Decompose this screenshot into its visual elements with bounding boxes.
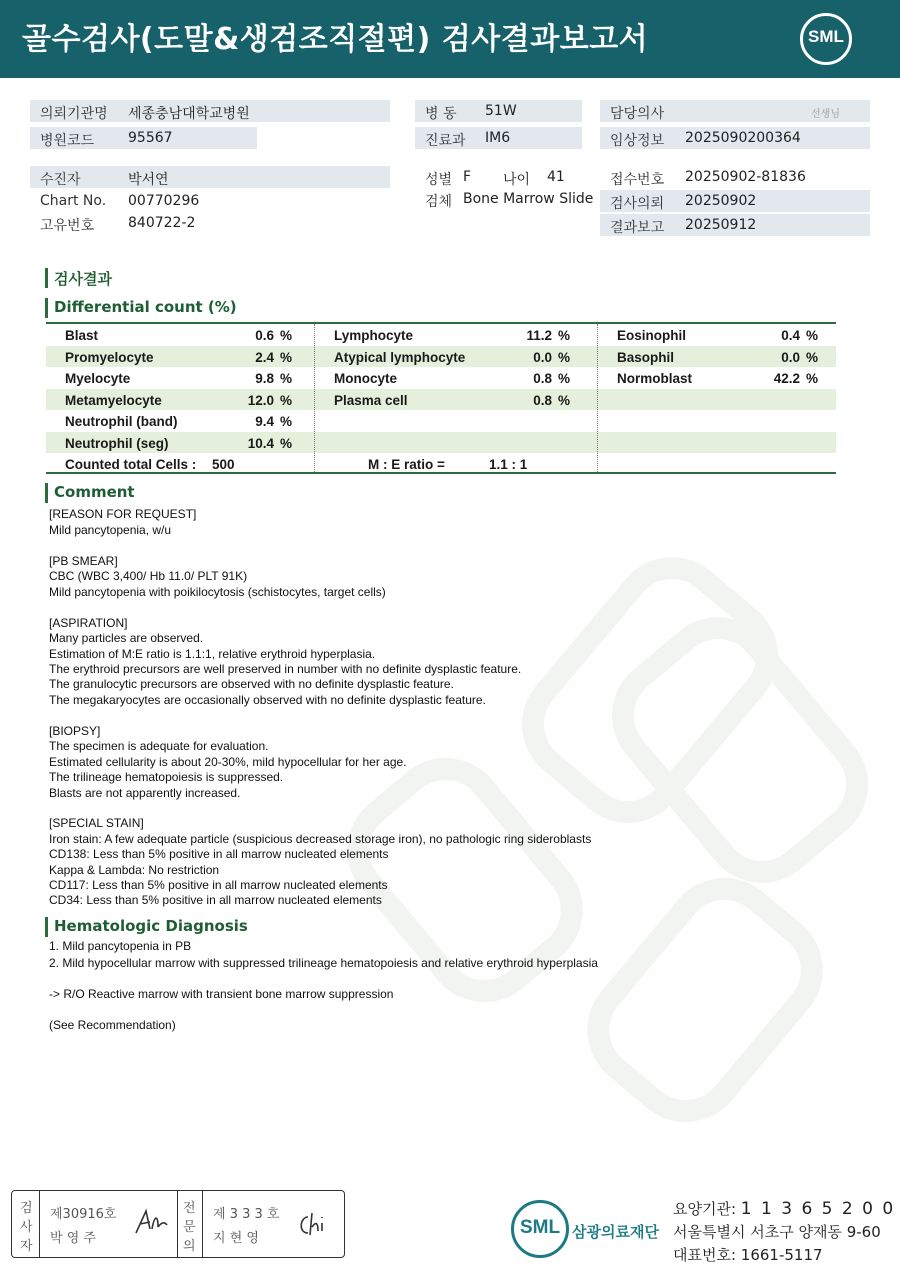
watermark-shape	[563, 853, 847, 1146]
cell-blast-value: 0.6	[255, 328, 274, 343]
comment-line: [PB SMEAR]	[49, 554, 118, 568]
cell-eosinophil-unit: %	[806, 328, 819, 343]
diagnosis-line: (See Recommendation)	[49, 1018, 176, 1032]
comment-line: CD138: Less than 5% positive in all marrow nucleated elements	[49, 847, 389, 861]
specialist-label-1: 전	[183, 1201, 196, 1216]
sml-logo-icon	[800, 13, 852, 65]
cell-basophil-unit: %	[806, 349, 819, 365]
specialist-label-2: 문	[183, 1220, 196, 1235]
sex-label: 성별	[425, 172, 453, 188]
cell-plasma-name: Plasma cell	[334, 392, 408, 408]
cell-atypical-value: 0.0	[533, 349, 552, 365]
comment-line: Blasts are not apparently increased.	[49, 786, 241, 800]
comment-line: [BIOPSY]	[49, 724, 101, 738]
cell-normoblast-value: 42.2	[773, 371, 800, 386]
institution-label: 의뢰기관명	[40, 106, 108, 122]
phone-value: 1661-5117	[740, 1246, 823, 1264]
report-date-field	[600, 214, 870, 236]
cell-eosinophil-name: Eosinophil	[617, 328, 686, 343]
examiner-label-1: 검	[20, 1201, 33, 1216]
unique-no-field	[30, 212, 390, 234]
cell-basophil-value: 0.0	[781, 349, 800, 365]
specimen-field	[415, 188, 600, 210]
me-ratio-label: M : E ratio =	[368, 457, 445, 472]
organization-name: 삼광의료재단	[572, 1223, 659, 1241]
phone	[673, 1244, 823, 1265]
cell-monocyte-value: 0.8	[533, 371, 552, 386]
chart-no-field	[30, 190, 390, 212]
cell-metamyelocyte-unit: %	[280, 392, 293, 408]
diagnosis-line: 1. Mild pancytopenia in PB	[49, 939, 192, 953]
diagnosis-line: 2. Mild hypocellular marrow with suppressed trilineage hematopoiesis and relative erythroid hyperplasia	[49, 956, 598, 970]
comment-line: [SPECIAL STAIN]	[49, 816, 144, 830]
report-date-label: 결과보고	[610, 220, 665, 236]
comment-line: Many particles are observed.	[49, 631, 204, 645]
ward-label: 병 동	[425, 106, 457, 122]
signbox-divider	[177, 1191, 178, 1257]
cell-lymphocyte-unit: %	[558, 328, 571, 343]
cell-myelocyte-value: 9.8	[255, 371, 274, 386]
specialist-label-3: 의	[183, 1239, 196, 1254]
table-row	[46, 389, 836, 411]
doctor-suffix: 선생님	[811, 109, 840, 120]
request-date-value: 20250902	[685, 193, 757, 209]
cell-metamyelocyte-value: 12.0	[247, 392, 274, 408]
request-date-field	[600, 190, 870, 212]
specialist-name: 지 현 영	[213, 1231, 259, 1246]
cell-basophil-name: Basophil	[617, 349, 675, 365]
signbox-divider	[39, 1191, 40, 1257]
cell-normoblast-name: Normoblast	[617, 371, 693, 386]
sml-footer-logo-text: SML	[519, 1217, 561, 1238]
table-row	[46, 324, 836, 346]
examiner-label-3: 자	[20, 1239, 33, 1254]
cell-plasma-value: 0.8	[533, 392, 552, 408]
facility-code-value: 1 1 3 6 5 2 0 0	[740, 1199, 896, 1219]
comment-heading-text: Comment	[54, 483, 135, 501]
cell-plasma-unit: %	[558, 392, 571, 408]
specimen-label: 검체	[425, 194, 453, 210]
comment-line: The granulocytic precursors are observed with no definite dysplastic feature.	[49, 677, 454, 691]
ward-value: 51W	[485, 103, 517, 119]
chart-no-value: 00770296	[128, 193, 200, 209]
age-label: 나이	[503, 172, 531, 188]
diagnosis-heading-text: Hematologic Diagnosis	[54, 917, 248, 935]
facility-code	[673, 1198, 895, 1219]
cell-band-name: Neutrophil (band)	[65, 414, 178, 429]
cell-seg-value: 10.4	[247, 435, 274, 451]
cell-lymphocyte-name: Lymphocyte	[334, 328, 414, 343]
comment-line: The erythroid precursors are well preserved in number with no definite dysplastic feature.	[49, 662, 522, 676]
cell-monocyte-unit: %	[558, 371, 571, 386]
report-header	[0, 0, 900, 78]
comment-line: Mild pancytopenia, w/u	[49, 523, 172, 537]
department-value: IM6	[485, 130, 511, 146]
comment-line: [REASON FOR REQUEST]	[49, 507, 197, 521]
differential-heading-text: Differential count (%)	[54, 298, 237, 316]
comment-line: Kappa & Lambda: No restriction	[49, 863, 220, 877]
cell-promyelocyte-name: Promyelocyte	[65, 349, 154, 365]
comment-line: Estimated cellularity is about 20-30%, mild hypocellular for her age.	[49, 755, 407, 769]
cell-myelocyte-name: Myelocyte	[65, 371, 131, 386]
comment-line: CBC (WBC 3,400/ Hb 11.0/ PLT 91K)	[49, 569, 248, 583]
sml-logo-text: SML	[808, 27, 844, 46]
clinical-info-label: 임상정보	[610, 133, 665, 149]
cell-band-unit: %	[280, 414, 293, 429]
hospital-code-label: 병원코드	[40, 133, 95, 149]
comment-line: The specimen is adequate for evaluation.	[49, 739, 269, 753]
department-field	[415, 127, 582, 149]
clinical-info-value: 2025090200364	[685, 130, 801, 146]
comment-line: CD34: Less than 5% positive in all marrow nucleated elements	[49, 893, 382, 907]
ward-field	[415, 100, 582, 122]
column-divider	[314, 324, 315, 472]
signbox-divider	[202, 1191, 203, 1257]
cell-eosinophil-value: 0.4	[781, 328, 800, 343]
cell-seg-unit: %	[280, 435, 293, 451]
comment-line: [ASPIRATION]	[49, 616, 128, 630]
comment-line: The megakaryocytes are occasionally observed with no definite dysplastic feature.	[49, 693, 486, 707]
cell-myelocyte-unit: %	[280, 371, 293, 386]
table-row	[46, 367, 836, 389]
institution-field	[30, 100, 390, 122]
doctor-label: 담당의사	[610, 106, 665, 122]
cell-promyelocyte-value: 2.4	[255, 349, 274, 365]
cell-lymphocyte-value: 11.2	[526, 328, 552, 343]
hospital-code-value: 95567	[128, 130, 173, 146]
counted-total-value: 500	[212, 457, 235, 472]
unique-no-label: 고유번호	[40, 218, 95, 234]
cell-normoblast-unit: %	[806, 371, 819, 386]
report-date-value: 20250912	[685, 217, 757, 233]
cell-monocyte-name: Monocyte	[334, 371, 398, 386]
examiner-name: 박 영 주	[50, 1231, 96, 1246]
examiner-license-no: 제30916호	[50, 1207, 117, 1222]
age-value: 41	[547, 169, 565, 185]
cell-promyelocyte-unit: %	[280, 349, 293, 365]
receipt-no-field	[600, 166, 870, 188]
department-label: 진료과	[425, 133, 466, 149]
receipt-no-value: 20250902-81836	[685, 169, 806, 185]
patient-label: 수진자	[40, 172, 81, 188]
patient-field	[30, 166, 390, 188]
examiner-signature-icon	[130, 1207, 172, 1237]
cell-atypical-name: Atypical lymphocyte	[334, 349, 466, 365]
comment-line: Iron stain: A few adequate particle (suspicious decreased storage iron), no pathologic ring sideroblasts	[49, 832, 592, 846]
cell-blast-unit: %	[280, 328, 293, 343]
comment-line: Mild pancytopenia with poikilocytosis (schistocytes, target cells)	[49, 585, 386, 599]
specialist-signature-icon	[294, 1209, 334, 1239]
cell-seg-name: Neutrophil (seg)	[65, 435, 169, 451]
phone-label: 대표번호:	[673, 1246, 737, 1264]
specialist-license-no: 제 3 3 3 호	[213, 1207, 280, 1222]
receipt-no-label: 접수번호	[610, 172, 665, 188]
results-heading-text: 검사결과	[54, 270, 112, 288]
differential-table	[46, 322, 836, 474]
cell-band-value: 9.4	[255, 414, 274, 429]
report-title: 골수검사(도말&생검조직절편) 검사결과보고서	[22, 22, 649, 57]
examiner-label-2: 사	[20, 1220, 33, 1235]
signature-box	[11, 1190, 345, 1258]
comment-line: The trilineage hematopoiesis is suppressed.	[49, 770, 284, 784]
comment-line: Estimation of M:E ratio is 1.1:1, relative erythroid hyperplasia.	[49, 647, 376, 661]
sex-value: F	[463, 169, 472, 185]
cell-blast-name: Blast	[65, 328, 99, 343]
me-ratio-value: 1.1 : 1	[489, 457, 528, 472]
doctor-field	[600, 100, 870, 122]
counted-total-label: Counted total Cells :	[65, 457, 197, 472]
hospital-code-field	[30, 127, 257, 149]
clinical-info-field	[600, 127, 870, 149]
patient-value: 박서연	[128, 172, 169, 188]
diagnosis-line: -> R/O Reactive marrow with transient bone marrow suppression	[49, 987, 394, 1001]
institution-value: 세종충남대학교병원	[128, 106, 250, 122]
comment-line: CD117: Less than 5% positive in all marrow nucleated elements	[49, 878, 388, 892]
specimen-value: Bone Marrow Slide	[463, 191, 594, 207]
column-divider	[597, 324, 598, 472]
unique-no-value: 840722-2	[128, 215, 196, 231]
facility-code-label: 요양기관:	[673, 1200, 737, 1218]
cell-atypical-unit: %	[558, 349, 571, 365]
chart-no-label: Chart No.	[40, 193, 107, 209]
sex-age-field	[415, 166, 600, 188]
address: 서울특별시 서초구 양재동 9-60	[673, 1223, 881, 1241]
cell-metamyelocyte-name: Metamyelocyte	[65, 392, 162, 408]
request-date-label: 검사의뢰	[610, 196, 665, 212]
